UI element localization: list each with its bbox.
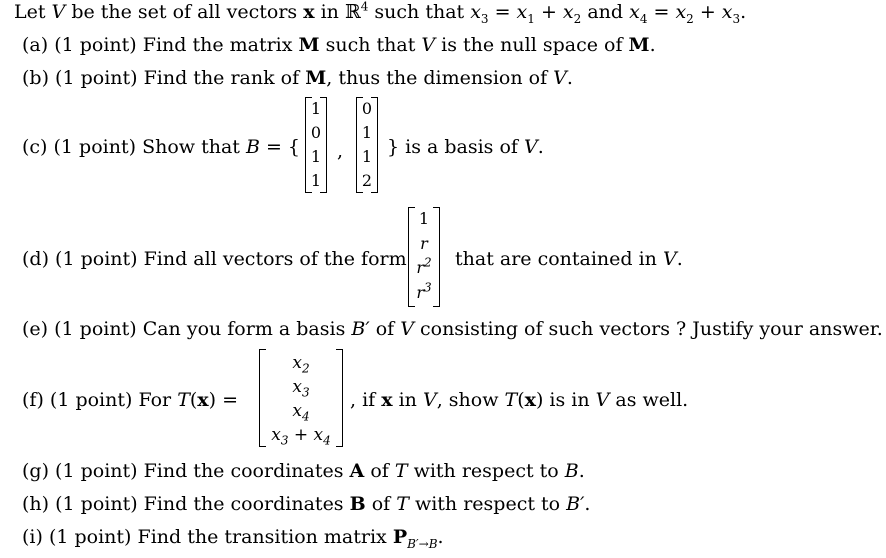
vector-entry: $x_4$: [292, 401, 310, 424]
part-a: (a) (1 point) Find the matrix M such that V is the null space of M.: [22, 34, 656, 56]
vector-entry: $x_3 + x_4$: [271, 425, 331, 448]
vector-entry: 1: [418, 209, 430, 228]
vector-entry: 1: [310, 147, 322, 166]
part-c-text-end: } is a basis of V.: [387, 136, 544, 158]
part-d-text: (d) (1 point) Find all vectors of the form: [22, 248, 407, 270]
basis-comma: ,: [337, 140, 344, 162]
vector-entry: 1: [361, 123, 373, 142]
part-c-text: (c) (1 point) Show that B = {: [22, 136, 301, 158]
part-i: (i) (1 point) Find the transition matrix $P_{B'\to B}$.: [22, 526, 444, 551]
vector-entry: 1: [310, 99, 322, 118]
basis-vector-1: [305, 97, 327, 193]
vector-entry: 2: [361, 171, 373, 190]
transform-vector: [259, 349, 343, 447]
part-h: (h) (1 point) Find the coordinates B of T with respect to B′.: [22, 493, 591, 515]
basis-vector-2: [356, 97, 378, 193]
vector-entry: 1: [310, 171, 322, 190]
vector-entry: 0: [310, 123, 322, 142]
part-e: (e) (1 point) Can you form a basis B′ of V consisting of such vectors ? Justify your answer.: [22, 318, 883, 340]
vector-entry: $r^3$: [416, 280, 432, 302]
vector-entry: r: [420, 234, 428, 253]
part-f-text-end: , if x in V, show T(x) is in V as well.: [350, 389, 689, 411]
form-vector: [408, 207, 440, 307]
vector-entry: $r^2$: [416, 255, 432, 277]
intro-line: Let V be the set of all vectors x in ℝ$^4$ such that $x_3 = x_1 + x_2$ and $x_4 = x_2 + x_3$.: [14, 0, 747, 26]
part-g: (g) (1 point) Find the coordinates A of T with respect to B.: [22, 460, 585, 482]
vector-entry: $x_3$: [292, 377, 310, 400]
vector-entry: 0: [361, 99, 373, 118]
part-d-text-end: that are contained in V.: [455, 248, 683, 270]
part-b: (b) (1 point) Find the rank of M, thus the dimension of V.: [22, 67, 573, 89]
part-f-text: (f) (1 point) For T(x) =: [22, 389, 238, 411]
vector-entry: 1: [361, 147, 373, 166]
vector-entry: $x_2$: [292, 353, 310, 376]
